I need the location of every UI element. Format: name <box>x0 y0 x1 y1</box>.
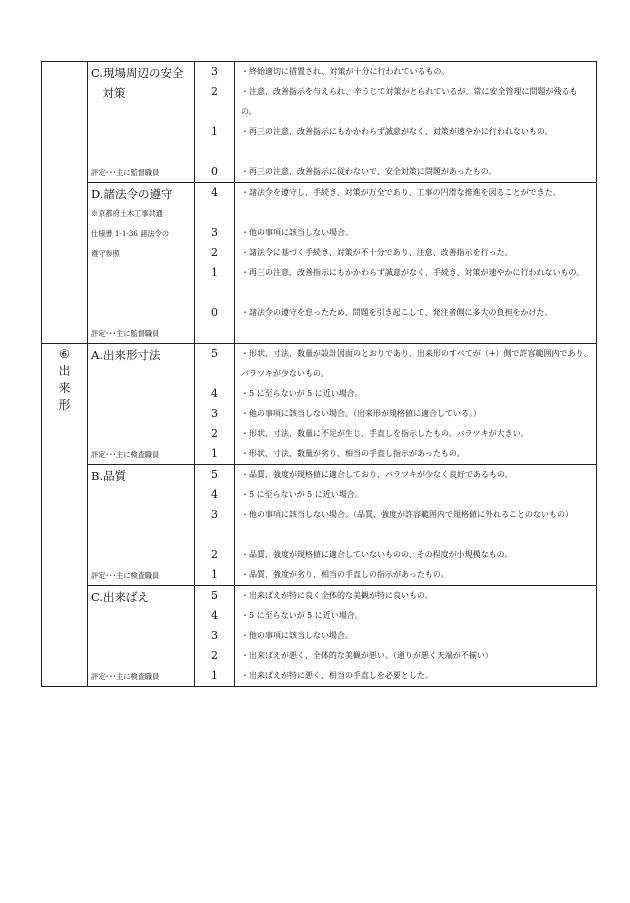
category-char: ⑥ <box>59 347 70 361</box>
score-value: 0 <box>211 306 218 319</box>
category-char: 出 <box>58 364 71 378</box>
item-title: C.出来ばえ <box>91 590 150 604</box>
description-cell <box>235 586 597 687</box>
item-note: ※京都府土木工事共通 仕様書 1-1-36 諸法令の 遵守参照 <box>91 209 170 258</box>
description-cell <box>235 344 597 465</box>
score-value: 2 <box>211 85 218 98</box>
item-cell <box>88 183 195 344</box>
criteria-text: ・再三の注意、改善指示に従わないで、安全対策に問題があったもの。 <box>241 167 497 176</box>
score-value: 1 <box>211 568 218 581</box>
criteria-text: ・5 に至らないが 5 に近い場合。 <box>241 389 363 398</box>
score-cell <box>195 183 235 344</box>
score-value: 5 <box>211 468 218 481</box>
score-value: 4 <box>211 387 218 400</box>
score-cell <box>195 465 235 586</box>
score-value: 1 <box>211 447 218 460</box>
score-value: 3 <box>211 508 218 521</box>
category-label <box>42 62 87 64</box>
criteria-text: ・他の事項に該当しない場合。（出来形が規格値に適合している。） <box>241 409 481 418</box>
score-value: 1 <box>211 669 218 682</box>
score-cell <box>195 62 235 183</box>
evaluation-item-row <box>42 344 597 465</box>
category-char: 来 <box>58 381 71 395</box>
evaluation-item-row <box>42 62 597 183</box>
criteria-text: ・出来ばえが特に悪く、相当の手直しを必要とした。 <box>241 671 433 680</box>
criteria-text: ・出来ばえが特に良く全体的な美観が特に良いもの。 <box>241 591 433 600</box>
description-cell <box>235 465 597 586</box>
criteria-text: ・形状、寸法、数量に不足が生じ、手直しを指示したもの。バラツキが大きい。 <box>241 429 529 438</box>
criteria-text: ・諸法令を遵守し、手続き、対策が万全であり、工事の円滑な推進を図ることができた。 <box>241 188 561 197</box>
category-cell <box>42 344 88 687</box>
item-title: C.現場周辺の安全 対策 <box>91 66 184 100</box>
score-value: 3 <box>211 407 218 420</box>
criteria-text: ・諸法令の遵守を怠ったため、問題を引き起こして、発注者側に多大の負担をかけた。 <box>241 308 553 317</box>
criteria-text: ・5 に至らないが 5 に近い場合。 <box>241 611 363 620</box>
evaluation-item-row <box>42 586 597 687</box>
score-value: 2 <box>211 649 218 662</box>
evaluation-item-row <box>42 183 597 344</box>
item-title: B.品質 <box>91 469 127 483</box>
evaluator-label: 評定･･･主に検査職員 <box>91 450 160 459</box>
score-value: 5 <box>211 589 218 602</box>
evaluator-label: 評定･･･主に監督職員 <box>91 168 160 177</box>
criteria-text: ・諸法令に基づく手続き、対策が不十分であり、注意、改善指示を行った。 <box>241 248 513 257</box>
score-value: 4 <box>211 609 218 622</box>
criteria-text: ・終始適切に措置され、対策が十分に行われているもの。 <box>241 67 450 76</box>
criteria-text: ・他の事項に該当しない場合。 <box>241 228 353 237</box>
score-value: 3 <box>211 226 218 239</box>
criteria-text: ・注意、改善指示を与えられ、辛うじて対策がとられているが、常に安全管理に問題が残るもの。 <box>241 87 578 116</box>
criteria-text: ・形状、寸法、数量が劣り、相当の手直し指示があったもの。 <box>241 449 465 458</box>
criteria-text: ・再三の注意、改善指示にもかかわらず誠意がなく、対策が速やかに行われないもの。 <box>241 127 553 136</box>
evaluation-item-row <box>42 465 597 586</box>
evaluator-label: 評定･･･主に監督職員 <box>91 329 160 338</box>
description-cell <box>235 183 597 344</box>
item-cell <box>88 465 195 586</box>
item-cell <box>88 344 195 465</box>
category-label <box>42 344 87 414</box>
score-value: 4 <box>211 488 218 501</box>
score-value: 2 <box>211 246 218 259</box>
score-value: 5 <box>211 347 218 360</box>
score-value: 3 <box>211 629 218 642</box>
criteria-text: ・出来ばえが悪く、全体的な美観が悪い。（通りが悪く天端が不揃い） <box>241 651 493 660</box>
evaluation-table-body <box>42 62 597 687</box>
evaluator-label: 評定･･･主に検査職員 <box>91 571 160 580</box>
score-cell <box>195 344 235 465</box>
criteria-text: ・品質、強度が規格値に適合しており、バラツキが少なく良好であるもの。 <box>241 470 513 479</box>
score-value: 1 <box>211 125 218 138</box>
score-value: 2 <box>211 427 218 440</box>
score-value: 1 <box>211 266 218 279</box>
score-value: 2 <box>211 548 218 561</box>
criteria-text: ・他の事項に該当しない場合。 <box>241 631 353 640</box>
criteria-text: ・5 に至らないが 5 に近い場合。 <box>241 490 363 499</box>
category-char: 形 <box>58 398 71 412</box>
criteria-text: ・品質、強度が規格値に適合していないものの、その程度が小規模なもの。 <box>241 550 513 559</box>
category-cell <box>42 62 88 344</box>
criteria-text: ・形状、寸法、数量が設計図面のとおりであり、出来形のすべてが（+）側で許容範囲内であり、バラツキが少ないもの。 <box>241 349 592 378</box>
evaluation-table <box>41 61 597 687</box>
score-value: 3 <box>211 65 218 78</box>
item-title: A.出来形寸法 <box>91 348 161 362</box>
criteria-text: ・再三の注意、改善指示にもかかわらず誠意がなく、手続き、対策が速やかに行われないもの。 <box>241 268 585 277</box>
score-value: 0 <box>211 165 218 178</box>
item-cell <box>88 586 195 687</box>
evaluator-label: 評定･･･主に検査職員 <box>91 672 160 681</box>
score-value: 4 <box>211 186 218 199</box>
score-cell <box>195 586 235 687</box>
item-cell <box>88 62 195 183</box>
item-title: D.諸法令の遵守 <box>91 187 173 201</box>
description-cell <box>235 62 597 183</box>
criteria-text: ・品質、強度が劣り、相当の手直しの指示があったもの。 <box>241 570 449 579</box>
criteria-text: ・他の事項に該当しない場合。（品質、強度が許容範囲内で規格値に外れることのないもの） <box>241 510 573 519</box>
